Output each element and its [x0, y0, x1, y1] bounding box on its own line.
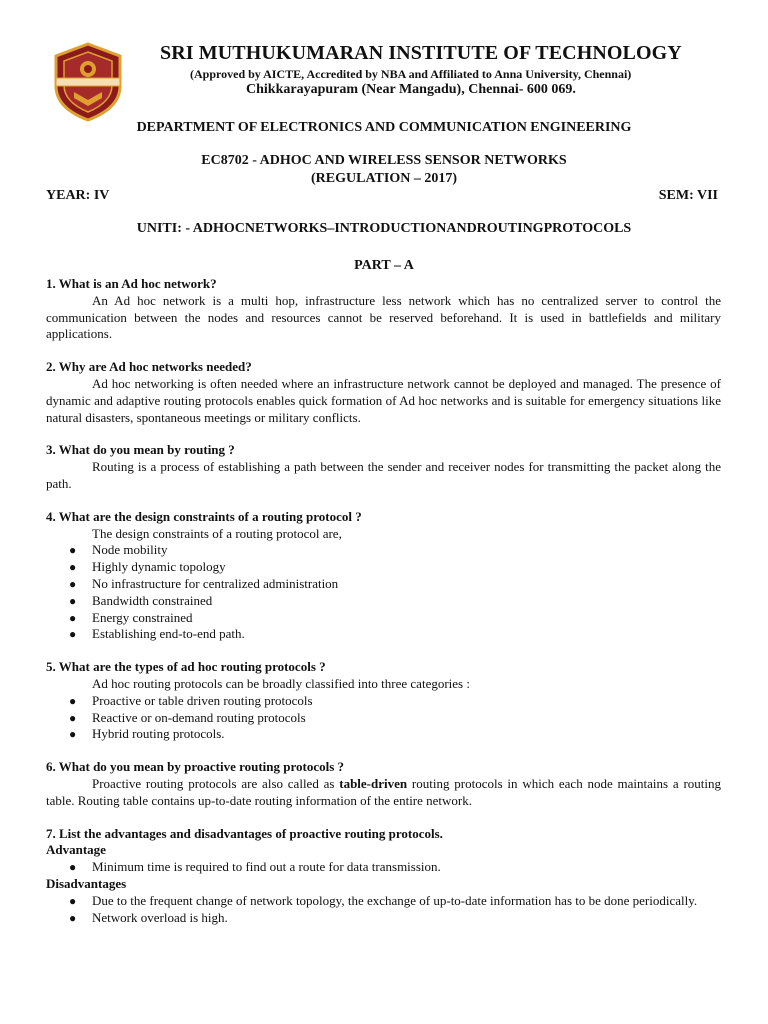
answer-6: Proactive routing protocols are also called as table-driven routing protocols in which each node maintains a routing table. Routing table contains up-to-date routing information of the entire network.	[46, 775, 722, 808]
bullet-icon: ●	[69, 593, 77, 608]
department-title: DEPARTMENT OF ELECTRONICS AND COMMUNICATION ENGINEERING	[136, 120, 632, 135]
bullet-icon: ●	[69, 710, 77, 725]
course-title: EC8702 - ADHOC AND WIRELESS SENSOR NETWORKS	[201, 153, 567, 168]
bullet-icon: ●	[69, 610, 77, 625]
question-4: 4. What are the design constraints of a routing protocol ?	[46, 508, 362, 524]
list-item: ● Network overload is high.	[69, 909, 228, 925]
bullet-icon: ●	[69, 860, 77, 875]
list-item: ● Node mobility	[69, 542, 168, 558]
list-item: ● Proactive or table driven routing protocols	[69, 692, 313, 708]
unit-title: UNITI: - ADHOCNETWORKS–INTRODUCTIONANDROUTINGPROTOCOLS	[136, 221, 632, 236]
institute-address: Chikkarayapuram (Near Mangadu), Chennai- 600 069.	[246, 82, 576, 97]
disadvantage-heading: Disadvantages	[46, 875, 127, 891]
answer-3: Routing is a process of establishing a path between the sender and receiver nodes for transmitting the packet along the path.	[46, 459, 721, 491]
list-item: ● Bandwidth constrained	[69, 592, 213, 608]
institute-name: SRI MUTHUKUMARAN INSTITUTE OF TECHNOLOGY	[160, 42, 682, 64]
question-1: 1. What is an Ad hoc network?	[46, 276, 217, 291]
disadvantages-list	[46, 893, 721, 927]
list-item: ● Due to the frequent change of network topology, the exchange of up-to-date information has to be done periodically.	[69, 892, 698, 908]
question-5: 5. What are the types of ad hoc routing protocols ?	[46, 659, 326, 675]
questions-section	[46, 276, 721, 926]
answer-5-lead: Ad hoc routing protocols can be broadly classified into three categories :	[92, 675, 470, 691]
bullet-icon: ●	[69, 893, 77, 908]
list-item: ● Minimum time is required to find out a route for data transmission.	[69, 859, 441, 875]
bullet-icon: ●	[69, 543, 77, 558]
list-item: ● Establishing end-to-end path.	[69, 626, 245, 642]
answer-4-lead: The design constraints of a routing protocol are,	[92, 525, 342, 541]
question-6: 6. What do you mean by proactive routing protocols ?	[46, 759, 345, 775]
bullet-icon: ●	[69, 627, 77, 642]
term-table-driven: table-driven	[339, 775, 408, 791]
question-3: 3. What do you mean by routing ?	[46, 442, 235, 458]
bullet-icon: ●	[69, 727, 77, 742]
list-item: ● Highly dynamic topology	[69, 559, 226, 575]
year-label: YEAR: IV	[46, 188, 110, 203]
bullet-icon: ●	[69, 910, 77, 925]
part-title: PART – A	[354, 258, 414, 273]
bullet-icon: ●	[69, 560, 77, 575]
answer-5-list	[46, 693, 721, 743]
answer-2: Ad hoc networking is often needed where an infrastructure network cannot be deployed and managed. The presence of dynamic and adaptive routing protocols enables quick formation of Ad hoc networks and is suitable for emergency situations like natural disasters, spontaneous meetings or military conflicts.	[46, 375, 721, 425]
answer-1: An Ad hoc network is a multi hop, infrastructure less network which has no centralized server to control the communication between the nodes and resources cannot be reserved beforehand. It is used in battlefields and military applications.	[46, 292, 721, 342]
bullet-icon: ●	[69, 576, 77, 591]
list-item: ● Reactive or on-demand routing protocols	[69, 709, 306, 725]
institute-approval: (Approved by AICTE, Accredited by NBA and Affiliated to Anna University, Chennai)	[190, 67, 632, 81]
year-sem-row	[46, 188, 718, 204]
question-2: 2. Why are Ad hoc networks needed?	[46, 359, 252, 375]
answer-4-list	[46, 542, 721, 643]
list-item: ● Energy constrained	[69, 609, 193, 625]
institute-logo	[50, 42, 126, 122]
bullet-icon: ●	[69, 693, 77, 708]
sem-label: SEM: VII	[658, 188, 718, 203]
list-item: ● Hybrid routing protocols.	[69, 726, 225, 742]
regulation: (REGULATION – 2017)	[311, 171, 457, 186]
list-item: ● No infrastructure for centralized administration	[69, 575, 339, 591]
advantage-heading: Advantage	[46, 842, 106, 858]
question-7: 7. List the advantages and disadvantages of proactive routing protocols.	[46, 825, 443, 841]
advantages-list	[46, 859, 721, 876]
